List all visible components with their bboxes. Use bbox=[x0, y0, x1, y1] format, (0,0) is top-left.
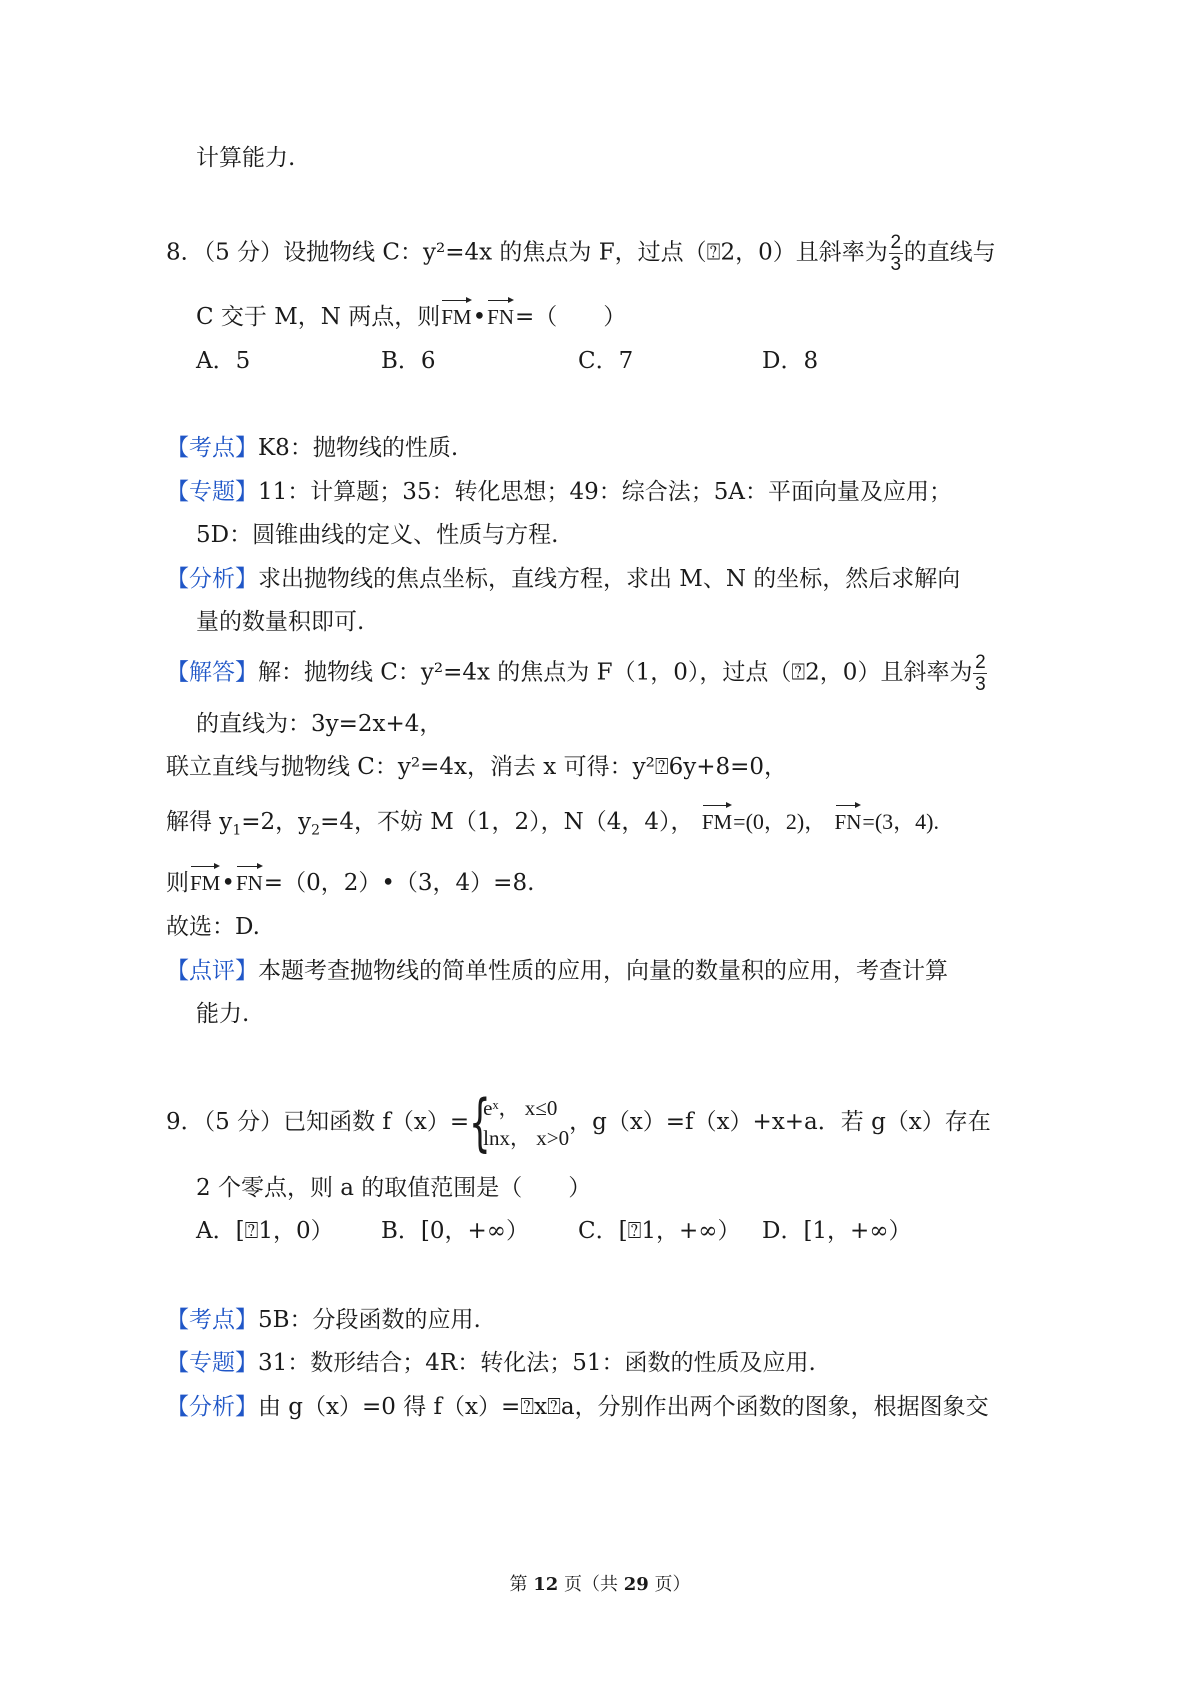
question-9-stem-line2: 2 个零点，则 a 的取值范围是（ ） bbox=[196, 1175, 592, 1201]
q9-option-b: B．[0，+∞） bbox=[381, 1218, 529, 1244]
page-footer: 第 12 页（共 29 页） bbox=[509, 1574, 691, 1595]
fraction-two-thirds: $\frac{2}{3}$ bbox=[890, 232, 902, 275]
dianping-row-2: 能力. bbox=[196, 1001, 250, 1027]
jieda-row-4: 解得 $y_1=2$，$y_2=4$，不妨 M（1，2），N（4，4）， FM=(0，2)， FN=(3，4). bbox=[166, 801, 939, 846]
fenxi-row-q9: 【分析】由 g（x）=0 得 f（x）=⍰x⍰a，分别作出两个函数的图象，根据图象交 bbox=[166, 1394, 989, 1420]
q8-option-a: A．5 bbox=[196, 348, 251, 374]
vector-fn: FN bbox=[236, 862, 263, 898]
zhuanti-tag: 【专题】 bbox=[166, 479, 258, 505]
placeholder-glyph: ⍰ bbox=[654, 754, 669, 780]
q8-option-b: B．6 bbox=[381, 348, 436, 374]
jieda-tag: 【解答】 bbox=[166, 659, 258, 686]
jieda-row-2: 的直线为：3y=2x+4， bbox=[196, 711, 443, 737]
dianping-tag: 【点评】 bbox=[166, 958, 258, 984]
jieda-row-5: 则FM•FN=（0，2）•（3，4）=8. bbox=[166, 862, 534, 898]
dianping-row: 【点评】本题考查抛物线的简单性质的应用，向量的数量积的应用，考查计算 bbox=[166, 958, 948, 984]
jieda-row-6: 故选：D. bbox=[166, 914, 260, 940]
zhuanti-row-2: 5D：圆锥曲线的定义、性质与方程. bbox=[196, 522, 559, 548]
fenxi-tag: 【分析】 bbox=[166, 566, 258, 592]
jieda-row-3: 联立直线与抛物线 C：y²=4x，消去 x 可得：y²⍰6y+8=0， bbox=[166, 754, 788, 780]
kaodian-row-2: 【考点】5B：分段函数的应用. bbox=[166, 1307, 481, 1333]
vector-fm: FM bbox=[441, 296, 471, 332]
piecewise-function: { eˣ， x≤0 lnx， x>0 bbox=[469, 1086, 570, 1159]
fenxi-tag: 【分析】 bbox=[166, 1394, 258, 1420]
total-pages: 29 bbox=[623, 1574, 649, 1595]
placeholder-glyph: ⍰ bbox=[627, 1218, 642, 1244]
q9-option-a: A．[⍰1，0） bbox=[196, 1218, 334, 1244]
q8-option-d: D．8 bbox=[762, 348, 819, 374]
q9-option-c: C．[⍰1，+∞） bbox=[578, 1218, 741, 1244]
kaodian-tag: 【考点】 bbox=[166, 435, 258, 461]
vector-fm: FM bbox=[702, 801, 732, 837]
zhuanti-row: 【专题】11：计算题；35：转化思想；49：综合法；5A：平面向量及应用； bbox=[166, 479, 953, 505]
zhuanti-row-q9: 【专题】31：数形结合；4R：转化法；51：函数的性质及应用. bbox=[166, 1350, 816, 1376]
fenxi-row: 【分析】求出抛物线的焦点坐标，直线方程，求出 M、N 的坐标，然后求解向 bbox=[166, 566, 961, 592]
jieda-row: 【解答】解：抛物线 C：y²=4x 的焦点为 F（1，0），过点（⍰2，0）且斜率为 $\frac{2}{3}$ bbox=[166, 652, 986, 695]
kaodian-tag: 【考点】 bbox=[166, 1307, 258, 1333]
placeholder-glyph: ⍰ bbox=[520, 1394, 535, 1420]
question-8-stem-line2: C 交于 M，N 两点，则FM•FN=（ ） bbox=[196, 296, 626, 332]
placeholder-glyph: ⍰ bbox=[791, 659, 806, 686]
current-page: 12 bbox=[533, 1574, 559, 1595]
fenxi-row-2: 量的数量积即可. bbox=[196, 609, 365, 635]
continuation-text: 计算能力. bbox=[196, 145, 296, 171]
fraction-two-thirds: $\frac{2}{3}$ bbox=[975, 652, 986, 695]
vector-fn: FN bbox=[487, 296, 514, 332]
kaodian-row: 【考点】K8：抛物线的性质. bbox=[166, 435, 459, 461]
vector-fn: FN bbox=[835, 801, 862, 837]
question-9-stem: 9．（5 分）已知函数 f（x）= { eˣ， x≤0 lnx， x>0 ，g（x）=f（x）+x+a．若 g（x）存在 bbox=[166, 1086, 991, 1159]
placeholder-glyph: ⍰ bbox=[547, 1394, 561, 1420]
vector-fm: FM bbox=[190, 862, 220, 898]
question-8-stem: 8．（5 分）设抛物线 C：y²=4x 的焦点为 F，过点（⍰2，0）且斜率为 $\frac{2}{3}$ 的直线与 bbox=[166, 232, 996, 275]
q8-option-c: C．7 bbox=[578, 348, 634, 374]
q9-option-d: D．[1，+∞） bbox=[762, 1218, 912, 1244]
placeholder-glyph: ⍰ bbox=[706, 239, 721, 266]
zhuanti-tag: 【专题】 bbox=[166, 1350, 258, 1376]
placeholder-glyph: ⍰ bbox=[244, 1218, 259, 1244]
